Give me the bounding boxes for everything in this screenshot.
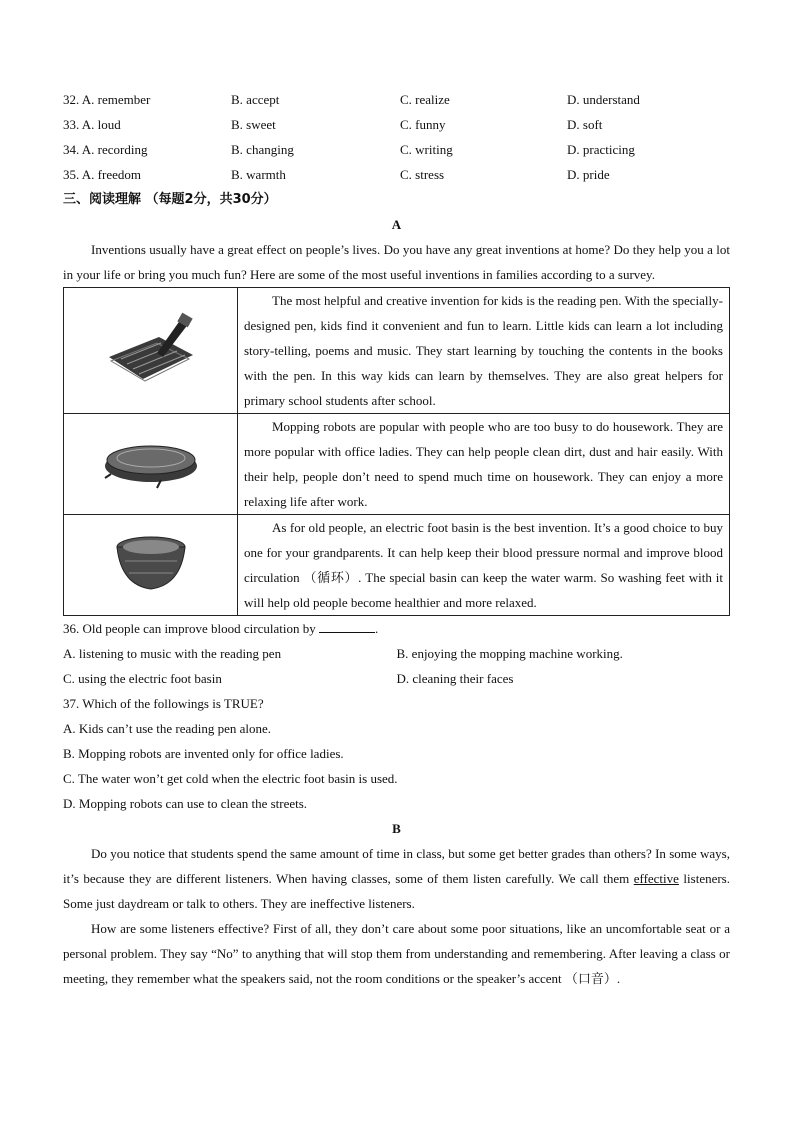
underlined-word: effective <box>633 871 679 886</box>
foot-basin-image-cell <box>64 515 238 616</box>
question-37-stem: 37. Which of the followings is TRUE? <box>63 696 264 711</box>
options-row-33 <box>63 112 730 137</box>
exam-page <box>63 87 730 991</box>
option-a: 35. A. freedom <box>63 167 141 182</box>
option-a: 33. A. loud <box>63 117 121 132</box>
passage-b-paragraph-2: How are some listeners effective? First of all, they don’t care about some poor situations, like an uncomfortable seat or a personal problem. They say “No” to anything that will stop them from understanding and remembering. After leaving a class or meeting, they remember what the speakers said, not the room conditions or the speaker’s accent （口音）. <box>63 921 730 986</box>
option-a: 32. A. remember <box>63 92 151 107</box>
passage-b-label: B <box>392 821 401 836</box>
foot-basin-image <box>111 531 191 595</box>
option-c: C. writing <box>400 142 453 157</box>
option-d: D. Mopping robots can use to clean the streets. <box>63 796 308 811</box>
option-b: B. sweet <box>231 117 276 132</box>
option-b: B. warmth <box>231 167 286 182</box>
option-b: B. changing <box>231 142 294 157</box>
option-c: C. The water won’t get cold when the electric foot basin is used. <box>63 771 398 786</box>
question-36-options-row1 <box>63 641 730 666</box>
foot-basin-description: As for old people, an electric foot basin is the best invention. It’s a good choice to buy one for your grandparents. It can help keep their blood pressure normal and improve blood circulation （循环）. The special basin can keep the water warm. So washing feet with it will help old people become healthier and more relaxed. <box>238 515 730 616</box>
option-d: D. soft <box>567 117 603 132</box>
table-row <box>64 414 730 515</box>
option-b: B. accept <box>231 92 280 107</box>
options-row-34 <box>63 137 730 162</box>
mopping-robot-image-cell <box>64 414 238 515</box>
passage-a-label: A <box>391 217 402 232</box>
option-b: B. enjoying the mopping machine working. <box>396 646 623 661</box>
table-row <box>64 288 730 414</box>
option-c: C. using the electric foot basin <box>63 671 222 686</box>
inventions-table <box>63 287 730 616</box>
passage-b-paragraph-1: Do you notice that students spend the same amount of time in class, but some get better grades than others? In some ways, it’s because they are different listeners. When having classes, some of them listen carefully. We call them effective listeners. Some just daydream or talk to others. They are ineffective listeners. <box>63 846 730 911</box>
option-c: C. realize <box>400 92 450 107</box>
option-d: D. understand <box>567 92 640 107</box>
options-row-35 <box>63 162 730 187</box>
table-row <box>64 515 730 616</box>
reading-pen-image <box>101 309 201 389</box>
mopping-robot-image <box>101 432 201 492</box>
mopping-robot-description: Mopping robots are popular with people who are too busy to do housework. They are more popular with office ladies. They can help people clean dirt, dust and hair easily. With their help, people don’t need to spend much time on housework. They can enjoy a more relaxing life after work. <box>238 414 730 515</box>
option-a: 34. A. recording <box>63 142 148 157</box>
passage-a-intro: Inventions usually have a great effect on people’s lives. Do you have any great inventions at home? Do they help you a lot in your life or bring you much fun? Here are some of the most useful inventions in families according to a survey. <box>63 242 730 282</box>
options-row-32 <box>63 87 730 112</box>
section-title: 三、阅读理解 （每题2分，共30分） <box>63 192 277 207</box>
question-36-options-row2 <box>63 666 730 691</box>
option-c: C. stress <box>400 167 445 182</box>
option-a: A. Kids can’t use the reading pen alone. <box>63 721 272 736</box>
option-b: B. Mopping robots are invented only for office ladies. <box>63 746 344 761</box>
reading-pen-image-cell <box>64 288 238 414</box>
option-a: A. listening to music with the reading pen <box>63 646 282 661</box>
option-d: D. practicing <box>567 142 635 157</box>
answer-blank <box>319 618 375 633</box>
option-d: D. pride <box>567 167 610 182</box>
question-36-stem: 36. Old people can improve blood circulation by . <box>63 616 730 641</box>
reading-pen-description: The most helpful and creative invention for kids is the reading pen. With the specially- designed pen, kids find it convenient and fun to learn. Little kids can learn a lot including story-telling, poems and music. They start learning by touching the contents in the books with the pen. In this way kids can learn by themselves. They are also great helpers for primary school students after school. <box>238 288 730 414</box>
option-c: C. funny <box>400 117 446 132</box>
option-d: D. cleaning their faces <box>396 671 514 686</box>
